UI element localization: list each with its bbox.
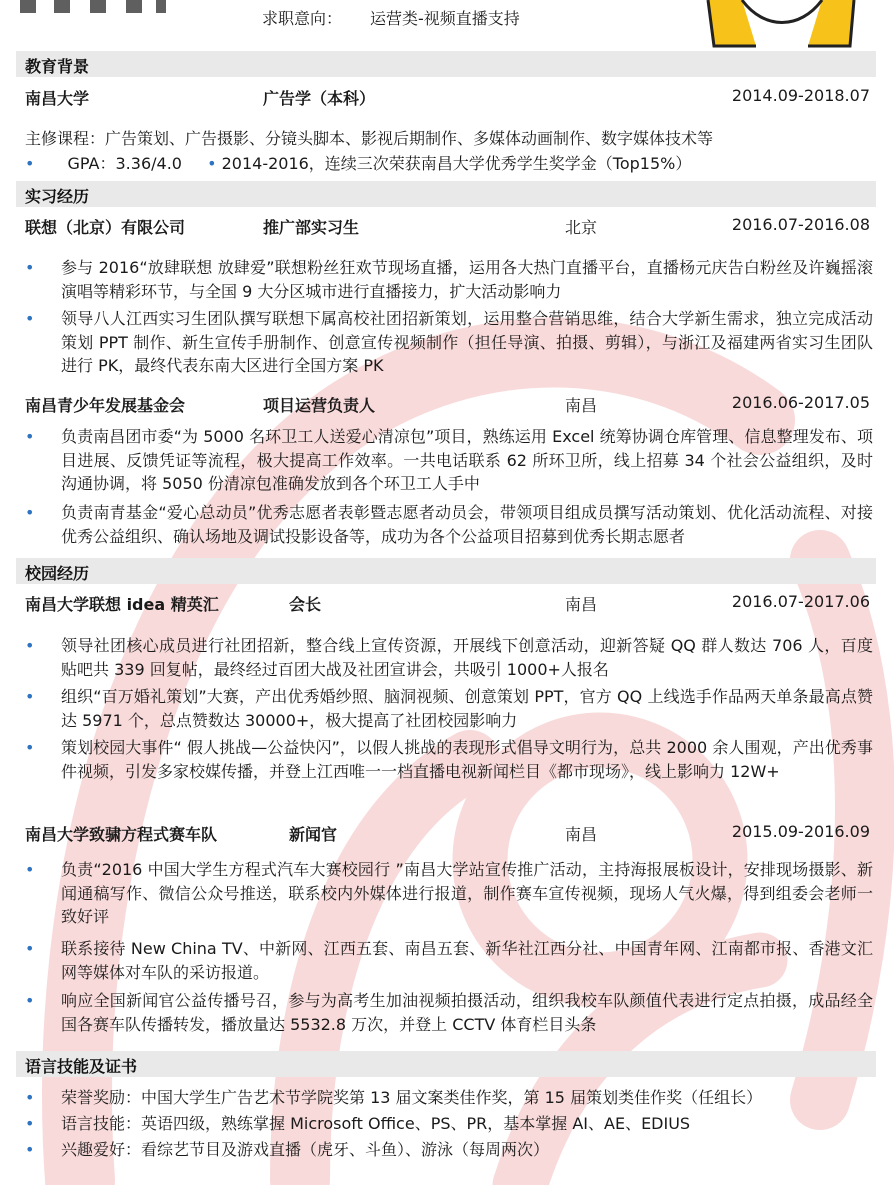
list-item: • 兴趣爱好：看综艺节目及游戏直播（虎牙、斗鱼）、游泳（每周两次） bbox=[25, 1140, 550, 1159]
date: 2015.09-2016.09 bbox=[731, 822, 870, 841]
list-item: • 荣誉奖励：中国大学生广告艺术节学院奖第 13 届文案类佳作奖，第 15 届策划类佳作奖（任组长） bbox=[25, 1088, 763, 1107]
bullet-dot: • bbox=[25, 154, 35, 173]
section-skills bbox=[16, 1051, 876, 1077]
role: 项目运营负责人 bbox=[263, 396, 376, 415]
list-item: • 负责南昌团市委“为 5000 名环卫工人送爱心清凉包”项目，熟练运用 Excel 统筹协调仓库管理、信息整理发布、项目进展、反馈凭证等流程，极大提高工作效率。一共电话联系 62 所环卫所，线上招募 34 个社会公益组织，及时沟通协调，将 5050 份清凉包准确发放到各个环卫工人手中 bbox=[25, 427, 873, 493]
gpa: GPA：3.36/4.0 bbox=[67, 154, 182, 173]
list-item: • 语言技能：英语四级，熟练掌握 Microsoft Office、PS、PR，基本掌握 AI、AE、EDIUS bbox=[25, 1114, 691, 1133]
role: 会长 bbox=[289, 595, 322, 614]
education-row bbox=[25, 86, 870, 110]
gpa-line bbox=[25, 151, 691, 174]
list-item: • 响应全国新闻官公益传播号召，参与为高考生加油视频拍摄活动，组织我校车队颜值代表进行定点拍摄，成品经全国各赛车队传播转发，播放量达 5532.8 万次，并登上 CCTV 体育栏目头条 bbox=[25, 991, 873, 1034]
courses: 主修课程：广告策划、广告摄影、分镜头脚本、影视后期制作、多媒体动画制作、数字媒体技术等 bbox=[25, 129, 714, 148]
profile-photo bbox=[704, 0, 858, 48]
city: 南昌 bbox=[565, 396, 598, 415]
section-title: 校园经历 bbox=[25, 564, 90, 583]
job-intent-value: 运营类-视频直播支持 bbox=[370, 9, 520, 28]
job-intent bbox=[262, 6, 520, 29]
bullet-dot: • bbox=[207, 154, 217, 173]
scholarship: 2014-2016，连续三次荣获南昌大学优秀学生奖学金（Top15%） bbox=[221, 154, 692, 173]
list-item: • 领导社团核心成员进行社团招新，整合线上宣传资源，开展线下创意活动，迎新答疑 QQ 群人数达 706 人，百度贴吧共 339 回复帖，最终经过百团大战及社团宣讲会，共吸引 1000+人报名 bbox=[25, 636, 873, 679]
section-title: 教育背景 bbox=[25, 57, 90, 76]
list-item: • 组织“百万婚礼策划”大赛，产出优秀婚纱照、脑洞视频、创意策划 PPT，官方 QQ 上线选手作品两天单条最高点赞达 5971 个，总点赞数达 30000+，极大提高了社团校园影响力 bbox=[25, 687, 873, 730]
campus-row bbox=[25, 592, 870, 616]
list-item: • 参与 2016“放肆联想 放肆爱”联想粉丝狂欢节现场直播，运用各大热门直播平台，直播杨元庆告白粉丝及许巍摇滚演唱等精彩环节，与全国 9 大分区城市进行直播接力，扩大活动影响力 bbox=[25, 258, 873, 301]
list-item: • 领导八人江西实习生团队撰写联想下属高校社团招新策划，运用整合营销思维，结合大学新生需求，独立完成活动策划 PPT 制作、新生宣传手册制作、创意宣传视频制作（担任导演、拍摄、剪辑），与浙江及福建两省实习生团队进行 PK，最终代表东南大区进行全国方案 PK bbox=[25, 309, 873, 375]
job-intent-label: 求职意向： bbox=[262, 9, 343, 28]
cropped-name-fragment bbox=[10, 0, 180, 14]
education-date: 2014.09-2018.07 bbox=[731, 86, 870, 105]
city: 南昌 bbox=[565, 825, 598, 844]
list-item: • 负责“2016 中国大学生方程式汽车大赛校园行 ”南昌大学站宣传推广活动，主持海报展板设计，安排现场摄影、新闻通稿写作、微信公众号推送，联系校内外媒体进行报道，制作赛车宣传视频，现场人气火爆，得到组委会老师一致好评 bbox=[25, 860, 873, 926]
school-name: 南昌大学 bbox=[25, 89, 90, 108]
internship-row bbox=[25, 393, 870, 417]
major: 广告学（本科） bbox=[263, 89, 376, 108]
org-name: 联想（北京）有限公司 bbox=[25, 218, 186, 237]
section-title: 实习经历 bbox=[25, 187, 90, 206]
section-title: 语言技能及证书 bbox=[25, 1057, 138, 1076]
org-name: 南昌青少年发展基金会 bbox=[25, 396, 186, 415]
list-item: • 负责南青基金“爱心总动员”优秀志愿者表彰暨志愿者动员会，带领项目组成员撰写活动策划、优化活动流程、对接优秀公益组织、确认场地及调试投影设备等，成功为各个公益项目招募到优秀长期志愿者 bbox=[25, 503, 873, 546]
section-campus bbox=[16, 558, 876, 584]
city: 南昌 bbox=[565, 595, 598, 614]
date: 2016.07-2016.08 bbox=[731, 215, 870, 234]
section-internship bbox=[16, 181, 876, 207]
date: 2016.07-2017.06 bbox=[731, 592, 870, 611]
list-item: • 策划校园大事件“ 假人挑战—公益快闪”，以假人挑战的表现形式倡导文明行为，总共 2000 余人围观，产出优秀事件视频，引发多家校媒传播，并登上江西唯一一档直播电视新闻栏目《都市现场》，线上影响力 12W+ bbox=[25, 738, 873, 781]
list-item: • 联系接待 New China TV、中新网、江西五套、南昌五套、新华社江西分社、中国青年网、江南都市报、香港文汇网等媒体对车队的采访报道。 bbox=[25, 939, 873, 982]
role: 新闻官 bbox=[289, 825, 338, 844]
date: 2016.06-2017.05 bbox=[731, 393, 870, 412]
internship-row bbox=[25, 215, 870, 239]
campus-row bbox=[25, 822, 870, 846]
org-name: 南昌大学联想 idea 精英汇 bbox=[25, 595, 219, 614]
org-name: 南昌大学致骕方程式赛车队 bbox=[25, 825, 218, 844]
city: 北京 bbox=[565, 218, 598, 237]
section-education bbox=[16, 51, 876, 77]
role: 推广部实习生 bbox=[263, 218, 360, 237]
